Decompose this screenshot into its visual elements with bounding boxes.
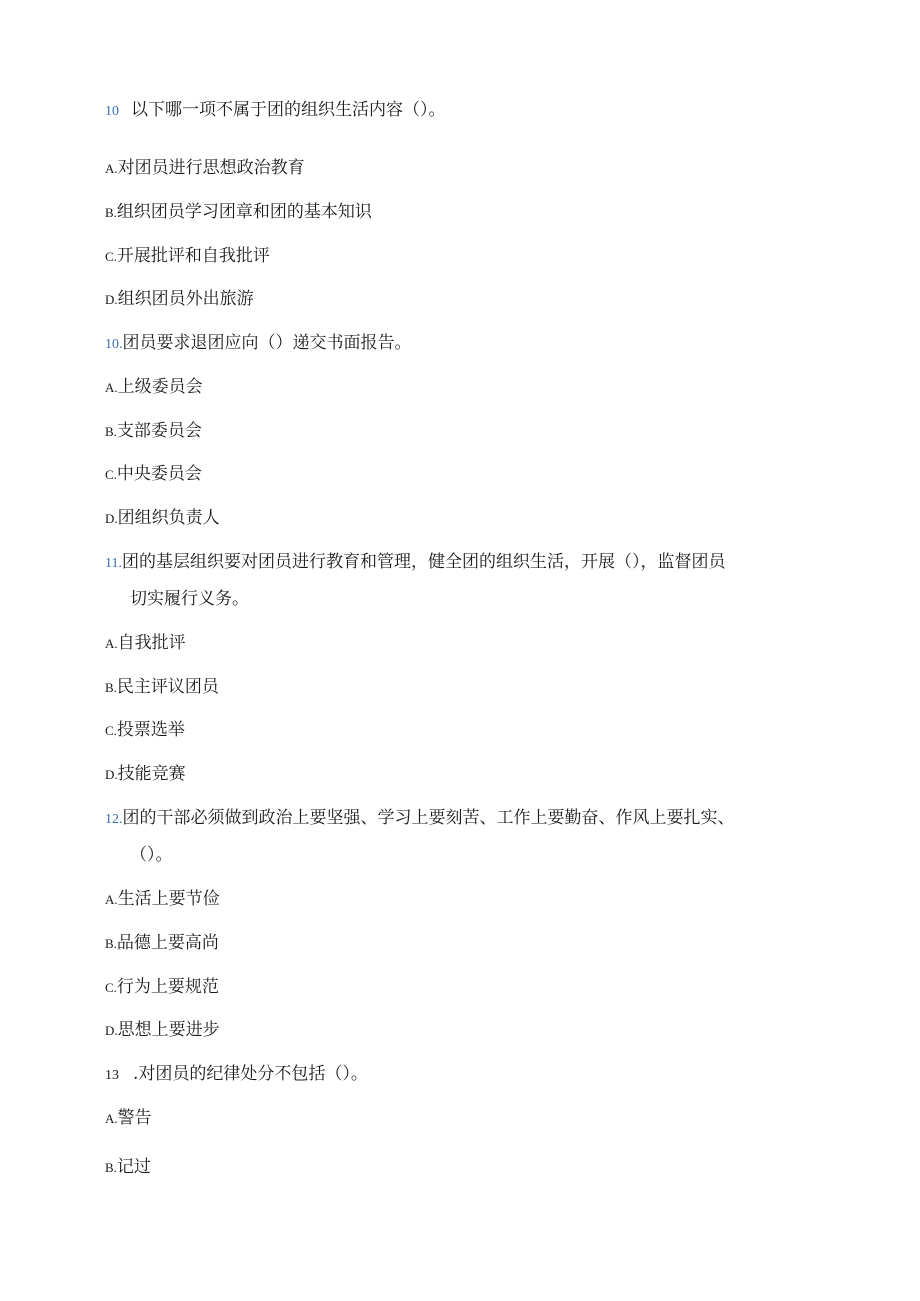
- option-text: 思想上要进步: [117, 1020, 220, 1040]
- option-text: 开展批评和自我批评: [116, 246, 270, 266]
- option-letter: B.: [105, 680, 117, 695]
- option-text: 自我批评: [117, 633, 186, 653]
- option-text: 生活上要节俭: [117, 889, 220, 909]
- option-text: 品德上要高尚: [116, 933, 219, 953]
- option-d: [105, 1019, 220, 1042]
- option-text: 组织团员外出旅游: [117, 289, 254, 309]
- option-letter: D.: [105, 511, 118, 526]
- option-letter: C.: [105, 723, 117, 738]
- option-d: [105, 507, 220, 530]
- option-b: [105, 201, 372, 224]
- option-text: 技能竞赛: [117, 764, 186, 784]
- question-text: 团员要求退团应向（）递交书面报告。: [122, 333, 412, 353]
- option-a: [105, 157, 305, 180]
- question-text: 团的干部必须做到政治上要坚强、学习上要刻苦、工作上要勤奋、作风上要扎实、: [122, 808, 735, 828]
- question-number: 10: [105, 104, 119, 119]
- option-d: [105, 763, 186, 786]
- option-text: 行为上要规范: [116, 977, 219, 997]
- option-text: 警告: [117, 1108, 152, 1128]
- option-b: [105, 676, 219, 699]
- option-letter: A.: [105, 636, 118, 651]
- option-text: 投票选举: [116, 720, 185, 740]
- question-13-stem: [105, 1063, 368, 1087]
- question-number: 13: [105, 1068, 119, 1083]
- option-letter: B.: [105, 205, 117, 220]
- option-letter: B.: [105, 424, 117, 439]
- option-text: 组织团员学习团章和团的基本知识: [116, 202, 372, 222]
- question-10b-stem: [105, 332, 412, 356]
- question-11-stem: [105, 551, 725, 575]
- question-10a-stem: [105, 99, 446, 123]
- question-text: 团的基层组织要对团员进行教育和管理，健全团的组织生活，开展（），监督团员: [121, 552, 726, 572]
- option-text: 记过: [116, 1157, 151, 1177]
- option-letter: A.: [105, 161, 118, 176]
- option-letter: A.: [105, 380, 118, 395]
- option-text: 对团员进行思想政治教育: [117, 158, 305, 178]
- option-d: [105, 288, 254, 311]
- question-text: .对团员的纪律处分不包括（）。: [133, 1064, 368, 1084]
- option-a: [105, 888, 220, 911]
- question-12-stem-continued: （）。: [130, 845, 173, 865]
- option-letter: A.: [105, 892, 118, 907]
- option-c: [105, 245, 270, 268]
- question-number: 11.: [105, 556, 122, 571]
- option-text: 上级委员会: [117, 377, 203, 397]
- option-a: [105, 1107, 152, 1130]
- option-letter: C.: [105, 249, 117, 264]
- option-letter: D.: [105, 1023, 118, 1038]
- option-letter: B.: [105, 936, 117, 951]
- option-b: [105, 1156, 151, 1179]
- option-a: [105, 376, 203, 399]
- question-text: 以下哪一项不属于团的组织生活内容（）。: [131, 100, 446, 120]
- option-letter: B.: [105, 1160, 117, 1175]
- question-12-stem: [105, 807, 735, 831]
- option-text: 支部委员会: [116, 421, 202, 441]
- option-b: [105, 932, 219, 955]
- option-b: [105, 420, 202, 443]
- question-11-stem-continued: 切实履行义务。: [130, 589, 249, 609]
- option-letter: C.: [105, 467, 117, 482]
- option-text: 团组织负责人: [117, 508, 220, 528]
- option-letter: D.: [105, 767, 118, 782]
- option-letter: D.: [105, 292, 118, 307]
- option-c: [105, 976, 219, 999]
- option-c: [105, 463, 202, 486]
- option-letter: A.: [105, 1111, 118, 1126]
- option-text: 民主评议团员: [116, 677, 219, 697]
- option-c: [105, 719, 185, 742]
- option-text: 中央委员会: [116, 464, 202, 484]
- question-number: 10.: [105, 337, 123, 352]
- option-letter: C.: [105, 980, 117, 995]
- question-number: 12.: [105, 812, 123, 827]
- option-a: [105, 632, 186, 655]
